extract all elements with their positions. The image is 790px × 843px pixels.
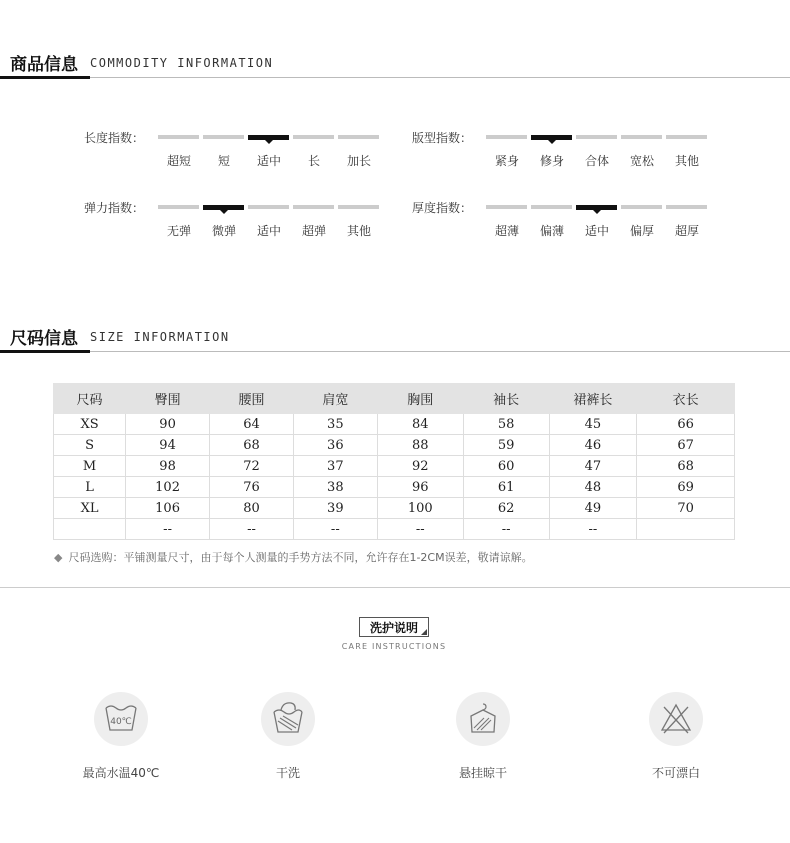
index-segment <box>293 205 334 209</box>
table-cell: 46 <box>549 435 637 456</box>
table-cell: 36 <box>293 435 377 456</box>
table-cell: 70 <box>637 498 735 519</box>
care-item-wash <box>66 692 176 781</box>
index-segment <box>576 135 617 139</box>
size-header-cell: 衣长 <box>637 384 735 414</box>
index-option: 超厚 <box>674 224 699 238</box>
index-segment-selected <box>248 135 289 140</box>
table-cell: 47 <box>549 456 637 477</box>
table-cell: 72 <box>210 456 294 477</box>
table-cell: -- <box>377 519 463 540</box>
table-cell <box>54 519 126 540</box>
size-table-header-row <box>54 384 735 414</box>
table-cell: 45 <box>549 414 637 435</box>
index-segment <box>486 205 527 209</box>
table-cell: 90 <box>126 414 210 435</box>
table-cell: 64 <box>210 414 294 435</box>
table-row <box>54 456 735 477</box>
table-cell: -- <box>126 519 210 540</box>
table-cell: 61 <box>463 477 549 498</box>
index-segment <box>158 205 199 209</box>
table-cell: 84 <box>377 414 463 435</box>
index-label: 长度指数： <box>84 131 145 145</box>
index-segment-selected <box>203 205 244 210</box>
table-cell: -- <box>549 519 637 540</box>
table-row <box>54 435 735 456</box>
size-header-cell: 胸围 <box>377 384 463 414</box>
care-title: 洗护说明 <box>359 617 429 637</box>
table-cell: XL <box>54 498 126 519</box>
section-divider <box>0 587 790 588</box>
index-option: 超短 <box>166 154 191 168</box>
commodity-title-en: COMMODITY INFORMATION <box>90 56 274 70</box>
care-label-wash: 最高水温40℃ <box>82 766 160 780</box>
table-cell: 37 <box>293 456 377 477</box>
table-cell: 106 <box>126 498 210 519</box>
index-option: 超薄 <box>494 224 519 238</box>
table-cell: M <box>54 456 126 477</box>
dry-clean-icon <box>261 692 315 746</box>
table-cell: 98 <box>126 456 210 477</box>
care-label-hang-dry: 悬挂晾干 <box>458 766 507 780</box>
table-cell: 66 <box>637 414 735 435</box>
table-cell: 38 <box>293 477 377 498</box>
size-header-line <box>0 351 790 352</box>
index-segment-selected <box>576 205 617 210</box>
index-option: 偏薄 <box>539 224 564 238</box>
table-row <box>54 477 735 498</box>
index-segment <box>203 135 244 139</box>
table-cell: 69 <box>637 477 735 498</box>
hang-dry-icon <box>456 692 510 746</box>
index-option: 偏厚 <box>629 224 654 238</box>
table-cell: -- <box>463 519 549 540</box>
table-cell: 92 <box>377 456 463 477</box>
index-segment <box>248 205 289 209</box>
table-cell: 100 <box>377 498 463 519</box>
table-cell: 68 <box>210 435 294 456</box>
care-label-dry-clean: 干洗 <box>275 766 300 780</box>
care-item-dry-clean <box>233 692 343 781</box>
index-segment-selected <box>531 135 572 140</box>
size-header-cell: 尺码 <box>54 384 126 414</box>
index-option: 修身 <box>539 154 564 168</box>
index-segment <box>666 205 707 209</box>
table-cell: 96 <box>377 477 463 498</box>
index-segment <box>621 205 662 209</box>
care-subtitle: CARE INSTRUCTIONS <box>341 642 447 651</box>
wash-40c-icon <box>94 692 148 746</box>
table-cell: 67 <box>637 435 735 456</box>
no-bleach-icon <box>649 692 703 746</box>
size-note <box>54 549 533 565</box>
table-cell: 68 <box>637 456 735 477</box>
index-segment <box>666 135 707 139</box>
commodity-header-bar <box>0 76 90 79</box>
table-cell: 48 <box>549 477 637 498</box>
index-option: 无弹 <box>166 224 191 238</box>
table-cell: 49 <box>549 498 637 519</box>
index-option: 适中 <box>256 224 281 238</box>
table-cell: S <box>54 435 126 456</box>
index-option: 长 <box>307 154 320 168</box>
size-table <box>53 383 735 540</box>
table-cell: 60 <box>463 456 549 477</box>
care-item-hang-dry <box>428 692 538 781</box>
index-option: 其他 <box>346 224 371 238</box>
table-cell: L <box>54 477 126 498</box>
table-cell: 58 <box>463 414 549 435</box>
diamond-icon: ◆ <box>54 551 63 564</box>
index-option: 超弹 <box>301 224 326 238</box>
table-cell: 39 <box>293 498 377 519</box>
size-header-cell: 袖长 <box>463 384 549 414</box>
size-title-en: SIZE INFORMATION <box>90 330 230 344</box>
index-segment <box>486 135 527 139</box>
size-header-bar <box>0 350 90 353</box>
table-cell: -- <box>293 519 377 540</box>
index-option: 紧身 <box>494 154 519 168</box>
size-header-cell: 臀围 <box>126 384 210 414</box>
index-label: 版型指数： <box>412 131 473 145</box>
commodity-header-line <box>0 77 790 78</box>
index-option: 适中 <box>256 154 281 168</box>
index-option: 适中 <box>584 224 609 238</box>
table-cell: XS <box>54 414 126 435</box>
index-segment <box>293 135 334 139</box>
index-segment <box>621 135 662 139</box>
index-segment <box>338 135 379 139</box>
index-segment <box>338 205 379 209</box>
index-option: 合体 <box>584 154 609 168</box>
index-segment <box>531 205 572 209</box>
size-title-cn: 尺码信息 <box>10 329 78 349</box>
index-option: 加长 <box>346 154 371 168</box>
size-header-cell: 裙裤长 <box>549 384 637 414</box>
size-note-text: 尺码选购：平铺测量尺寸，由于每个人测量的手势方法不同，允许存在1-2CM误差，敬请谅解。 <box>68 551 533 564</box>
table-cell <box>637 519 735 540</box>
table-cell: 88 <box>377 435 463 456</box>
index-option: 宽松 <box>629 154 654 168</box>
table-cell: 102 <box>126 477 210 498</box>
table-cell: -- <box>210 519 294 540</box>
table-cell: 59 <box>463 435 549 456</box>
care-label-no-bleach: 不可漂白 <box>651 766 700 780</box>
index-label: 弹力指数： <box>84 201 145 215</box>
index-label: 厚度指数： <box>412 201 473 215</box>
index-option: 其他 <box>674 154 699 168</box>
table-cell: 62 <box>463 498 549 519</box>
table-cell: 80 <box>210 498 294 519</box>
index-option: 微弹 <box>211 224 236 238</box>
index-segment <box>158 135 199 139</box>
table-row <box>54 498 735 519</box>
commodity-title-cn: 商品信息 <box>10 55 78 75</box>
size-header-cell: 腰围 <box>210 384 294 414</box>
size-header-cell: 肩宽 <box>293 384 377 414</box>
care-item-no-bleach <box>621 692 731 781</box>
table-row <box>54 519 735 540</box>
index-option: 短 <box>217 154 230 168</box>
table-cell: 76 <box>210 477 294 498</box>
table-cell: 94 <box>126 435 210 456</box>
wash-temp-badge: 40℃ <box>110 717 132 727</box>
table-cell: 35 <box>293 414 377 435</box>
table-row <box>54 414 735 435</box>
